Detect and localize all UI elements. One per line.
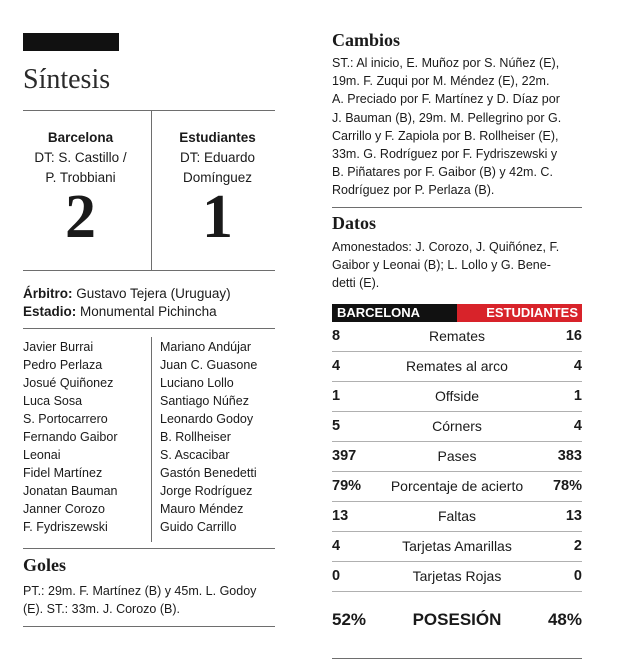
stat-divider xyxy=(332,591,582,592)
list-item: S. Portocarrero xyxy=(23,412,108,426)
list-item: Janner Corozo xyxy=(23,502,105,516)
list-item: Pedro Perlaza xyxy=(23,358,103,372)
stadium-line xyxy=(23,304,217,319)
possession-row xyxy=(332,610,582,636)
list-item: Josué Quiñonez xyxy=(23,376,114,390)
stat-row: 4 Remates al arco 4 xyxy=(332,358,582,374)
list-item: Luciano Lollo xyxy=(160,376,234,390)
lineup-divider xyxy=(151,337,152,542)
home-lineup xyxy=(23,338,118,536)
stat-row: 79% Porcentaje de acierto 78% xyxy=(332,478,582,494)
away-coach-line2: Domínguez xyxy=(182,170,253,185)
section-marker-bar xyxy=(23,33,119,51)
list-item: Jonatan Bauman xyxy=(23,484,118,498)
sintesis-title: Síntesis xyxy=(23,64,111,95)
divider xyxy=(332,207,582,208)
divider xyxy=(332,658,582,659)
list-item: Guido Carrillo xyxy=(160,520,237,534)
stadium-value: Monumental Pichincha xyxy=(80,304,217,319)
team-divider xyxy=(151,111,152,270)
home-coach-line2: P. Trobbiani xyxy=(45,170,116,185)
divider xyxy=(23,548,275,549)
list-item: Leonardo Godoy xyxy=(160,412,254,426)
list-item: F. Fydriszewski xyxy=(23,520,108,534)
stat-row: 1 Offside 1 xyxy=(332,388,582,404)
cambios-text: ST.: Al inicio, E. Muñoz por S. Núñez (E), 19m. F. Zuqui por M. Méndez (E), 22m. A. Preciado por F. Martínez y D. Díaz por J. Bauman (B), 29m. M. Pellegrino por G. Carrillo y F. Zapiola por B. Rollheiser (E), 33m. G. Rodríguez por F. Fydriszewski y B. Piñatares por F. Gaibor (B) y 42m. C. Rodríguez por P. Perlaza (B). xyxy=(332,56,562,198)
stat-row: 0 Tarjetas Rojas 0 xyxy=(332,568,582,584)
stats-header xyxy=(332,304,582,322)
referee-line xyxy=(23,286,231,301)
datos-text: Amonestados: J. Corozo, J. Quiñónez, F. Gaibor y Leonai (B); L. Lollo y G. Bene- detti (E). xyxy=(332,240,560,291)
list-item: Javier Burrai xyxy=(23,340,94,354)
away-lineup xyxy=(160,338,257,536)
stats-home-label: BARCELONA xyxy=(332,304,457,322)
divider xyxy=(23,626,275,627)
cambios-title: Cambios xyxy=(332,30,401,50)
away-possession: 48% xyxy=(547,610,582,629)
stat-row: 8 Remates 16 xyxy=(332,328,582,344)
list-item: S. Ascacibar xyxy=(160,448,230,462)
list-item: Jorge Rodríguez xyxy=(160,484,253,498)
list-item: Fidel Martínez xyxy=(23,466,103,480)
stadium-label: Estadio: xyxy=(23,304,77,319)
home-possession: 52% xyxy=(332,610,367,629)
divider xyxy=(23,328,275,329)
stat-row: 4 Tarjetas Amarillas 2 xyxy=(332,538,582,554)
list-item: Fernando Gaibor xyxy=(23,430,118,444)
stat-row: 13 Faltas 13 xyxy=(332,508,582,524)
list-item: Juan C. Guasone xyxy=(160,358,258,372)
referee-label: Árbitro: xyxy=(23,286,73,301)
list-item: Mariano Andújar xyxy=(160,340,252,354)
stat-row: 5 Córners 4 xyxy=(332,418,582,434)
divider xyxy=(23,270,275,271)
home-team-block xyxy=(23,128,138,188)
away-score: 1 xyxy=(202,183,233,251)
list-item: Mauro Méndez xyxy=(160,502,244,516)
away-team-name: Estudiantes xyxy=(179,130,256,145)
home-team-name: Barcelona xyxy=(47,130,114,145)
list-item: Luca Sosa xyxy=(23,394,83,408)
goles-text: PT.: 29m. F. Martínez (B) y 45m. L. Godoy (E). ST.: 33m. J. Corozo (B). xyxy=(23,584,257,617)
away-team-block xyxy=(160,128,275,188)
referee-value: Gustavo Tejera (Uruguay) xyxy=(76,286,231,301)
list-item: Gastón Benedetti xyxy=(160,466,257,480)
goles-title: Goles xyxy=(23,555,66,575)
list-item: Santiago Núñez xyxy=(160,394,249,408)
list-item: Leonai xyxy=(23,448,61,462)
datos-title: Datos xyxy=(332,213,376,233)
home-score: 2 xyxy=(65,183,96,251)
home-coach-line1: DT: S. Castillo / xyxy=(34,150,127,165)
away-coach-line1: DT: Eduardo xyxy=(179,150,256,165)
list-item: B. Rollheiser xyxy=(160,430,231,444)
divider xyxy=(23,110,275,111)
stat-row: 397 Pases 383 xyxy=(332,448,582,464)
stats-away-label: ESTUDIANTES xyxy=(457,304,582,322)
possession-label: POSESIÓN xyxy=(412,610,502,629)
